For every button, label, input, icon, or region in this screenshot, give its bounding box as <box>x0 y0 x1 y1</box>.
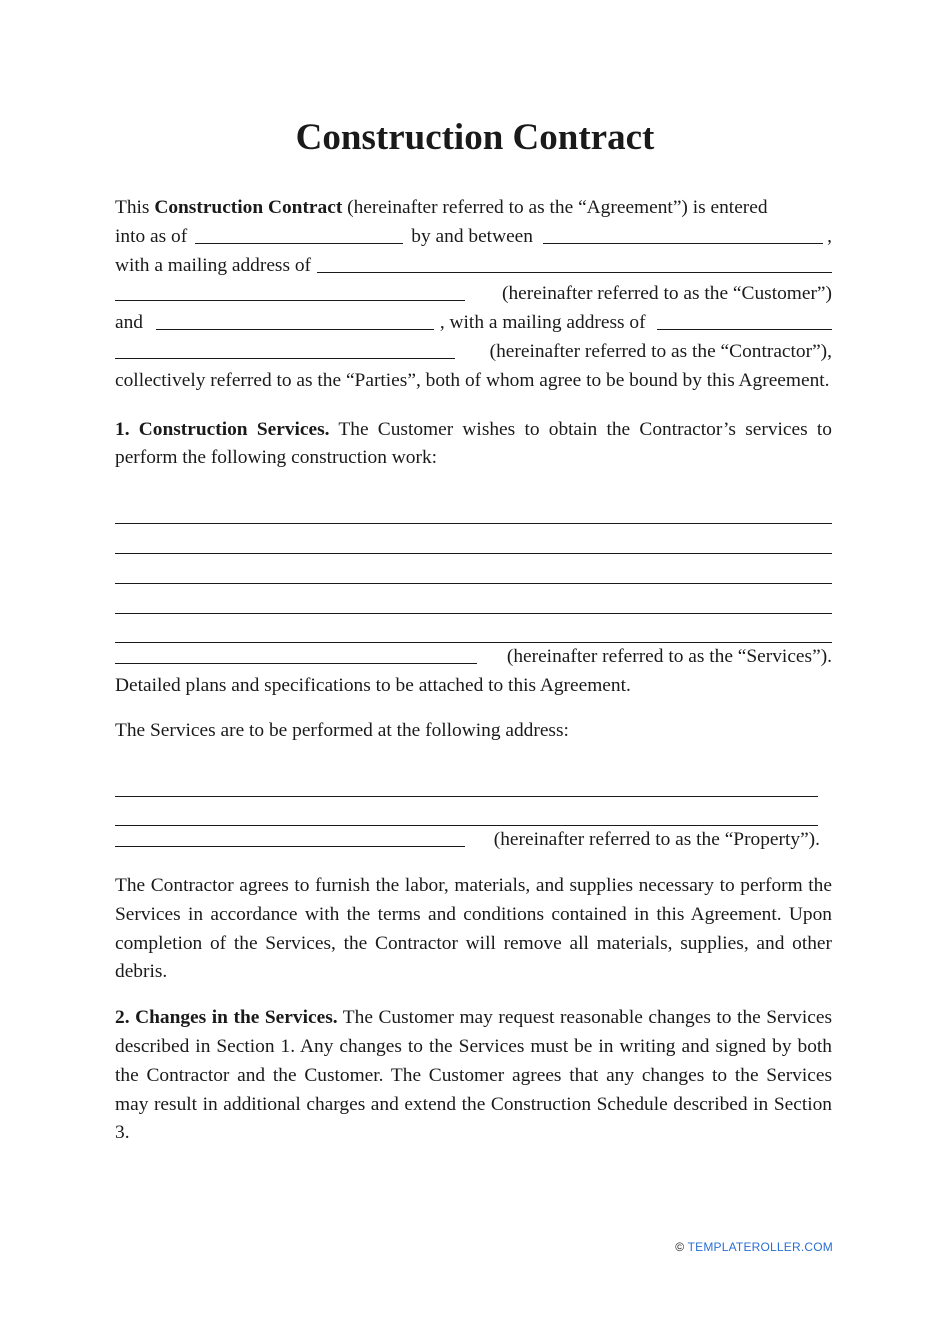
intro-text: into as of <box>115 225 188 247</box>
intro-bold-title: Construction Contract <box>154 197 343 218</box>
property-line-1[interactable] <box>115 776 818 797</box>
plans-text: Detailed plans and specifications to be attached to this Agreement. <box>115 674 631 696</box>
section-2-text: The Customer may request reasonable changes to the Services described in Section 1. Any changes to the Services must be in writing and signed by both the Contractor and the Customer. The Customer agrees that any changes to the Services may result in additional charges and extend the Construction Schedule described in Section 3. <box>115 1007 832 1144</box>
intro-line-4 <box>115 280 832 309</box>
contractor-address-blank-2[interactable] <box>115 338 455 359</box>
intro-line-5 <box>115 309 832 338</box>
intro-line-6 <box>115 338 832 367</box>
intro-line-2 <box>115 223 832 252</box>
document-body <box>115 194 832 1148</box>
intro-text: (hereinafter referred to as the “Contractor”), <box>489 340 832 362</box>
address-intro-text: The Services are to be performed at the following address: <box>115 719 569 741</box>
intro-text: with a mailing address of <box>115 254 312 276</box>
services-line-2[interactable] <box>115 533 832 554</box>
intro-text: , with a mailing address of <box>439 312 646 334</box>
copyright-symbol: © <box>675 1240 688 1254</box>
contractor-address-blank[interactable] <box>657 309 832 330</box>
intro-text: and <box>115 312 143 334</box>
services-line-5[interactable] <box>115 622 832 643</box>
section-1-heading: 1. Construction Services. <box>115 418 330 440</box>
services-final-line <box>115 643 832 672</box>
property-label: (hereinafter referred to as the “Property”). <box>493 829 820 851</box>
services-line-6[interactable] <box>115 643 477 664</box>
customer-address-blank-2[interactable] <box>115 280 465 301</box>
section-1-text: The Customer wishes to obtain the Contractor’s services to perform the following construction work: <box>115 418 832 469</box>
footer-brand-link[interactable]: TEMPLATEROLLER.COM <box>687 1240 833 1254</box>
document-title: Construction Contract <box>295 117 655 158</box>
property-line-2[interactable] <box>115 805 818 826</box>
services-label: (hereinafter referred to as the “Services”). <box>506 646 832 668</box>
intro-text: (hereinafter referred to as the “Agreement”) is entered <box>342 197 768 218</box>
intro-text: , <box>827 225 832 247</box>
furnish-paragraph: The Contractor agrees to furnish the labor, materials, and supplies necessary to perform the Services in accordance with the terms and conditions contained in this Agreement. Upon completion of the Services, the Contractor will remove all materials, supplies, and other debris. <box>115 874 832 983</box>
intro-text: by and between <box>411 225 533 247</box>
intro-text: (hereinafter referred to as the “Customer”) <box>501 283 832 305</box>
services-line-1[interactable] <box>115 503 832 524</box>
date-blank[interactable] <box>195 223 403 244</box>
services-description-lines <box>115 503 832 643</box>
intro-text: This <box>115 197 155 218</box>
intro-parties-text: collectively referred to as the “Parties”, both of whom agree to be bound by this Agreement. <box>115 369 830 391</box>
section-2-heading: 2. Changes in the Services. <box>115 1007 338 1029</box>
intro-line-1 <box>115 194 832 223</box>
section-1-paragraph <box>115 416 832 474</box>
services-line-3[interactable] <box>115 563 832 584</box>
footer-credit <box>675 1240 833 1254</box>
contractor-name-blank[interactable] <box>156 309 434 330</box>
section-2-paragraph <box>115 1004 832 1148</box>
property-address-lines <box>115 776 832 827</box>
property-line-3[interactable] <box>115 826 465 847</box>
services-line-4[interactable] <box>115 593 832 614</box>
property-final-line <box>115 826 820 855</box>
intro-line-3 <box>115 252 832 281</box>
customer-address-blank[interactable] <box>317 252 832 273</box>
customer-name-blank[interactable] <box>543 223 823 244</box>
intro-paragraph <box>115 194 832 396</box>
